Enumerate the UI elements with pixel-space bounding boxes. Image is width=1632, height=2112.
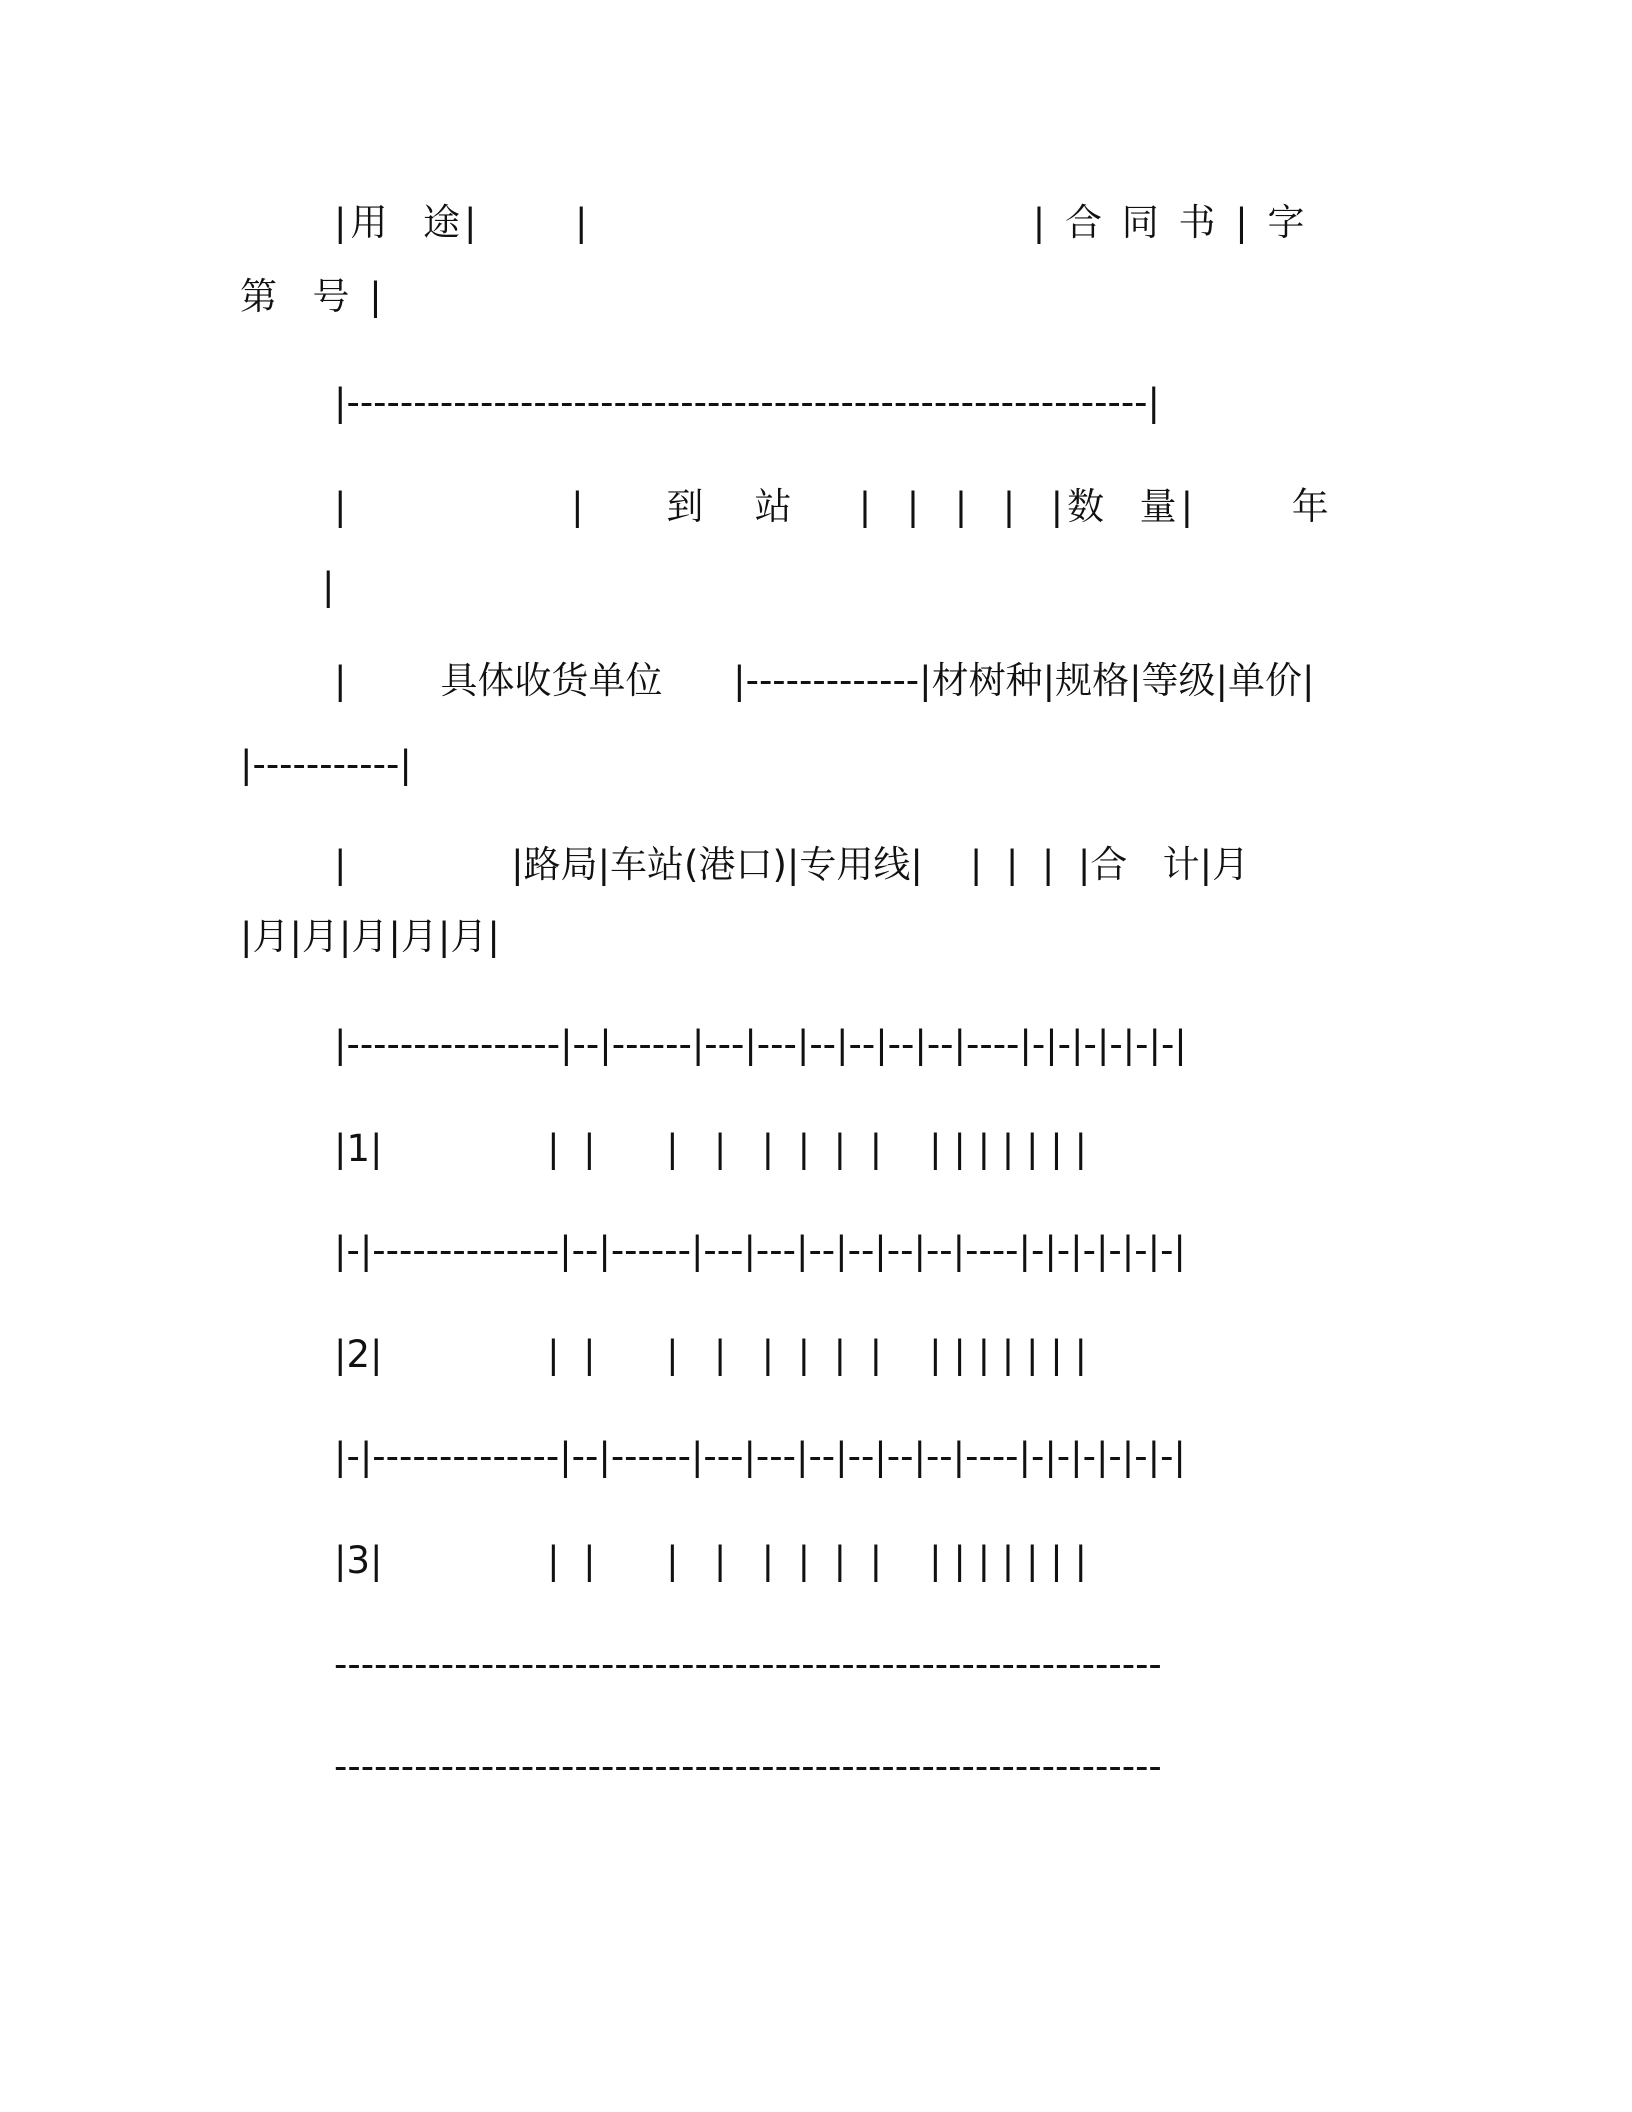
table-header-row-3: | |路局|车站(港口)|专用线| | | | |合 计|月 xyxy=(334,843,1250,886)
table-header-row-1-wrap: | xyxy=(322,565,335,608)
table-row-1: |1| | | | | | | | | | | | | | | | xyxy=(334,1127,1087,1170)
text-line-number: 第 号 | xyxy=(240,275,386,318)
text-line-purpose-contract: |用 途| | | 合 同 书 | 字 xyxy=(334,201,1309,244)
table-rule-row-1: |-|--------------|--|------|---|---|--|--|--|--|----|-|-|-|-|-|-| xyxy=(334,1229,1186,1272)
table-rule-top: |------------------------------------------------------------| xyxy=(334,381,1160,424)
table-row-3: |3| | | | | | | | | | | | | | | | xyxy=(334,1539,1087,1582)
table-header-row-3-wrap: |月|月|月|月|月| xyxy=(240,915,500,958)
table-rule-row-2: |-|--------------|--|------|---|---|--|--|--|--|----|-|-|-|-|-|-| xyxy=(334,1435,1186,1478)
table-header-row-2-wrap: |-----------| xyxy=(240,743,412,786)
table-rule-bottom-2: -------------------------------------------------------------- xyxy=(334,1745,1162,1788)
table-header-row-2: | 具体收货单位 |-------------|材树种|规格|等级|单价| xyxy=(334,659,1315,702)
table-rule-header: |----------------|--|------|---|---|--|--|--|--|----|-|-|-|-|-|-| xyxy=(334,1023,1187,1066)
table-header-row-1: | | 到 站 | | | | |数 量| 年 xyxy=(334,485,1333,528)
table-rule-bottom-1: -------------------------------------------------------------- xyxy=(334,1643,1162,1686)
table-row-2: |2| | | | | | | | | | | | | | | | xyxy=(334,1333,1087,1376)
